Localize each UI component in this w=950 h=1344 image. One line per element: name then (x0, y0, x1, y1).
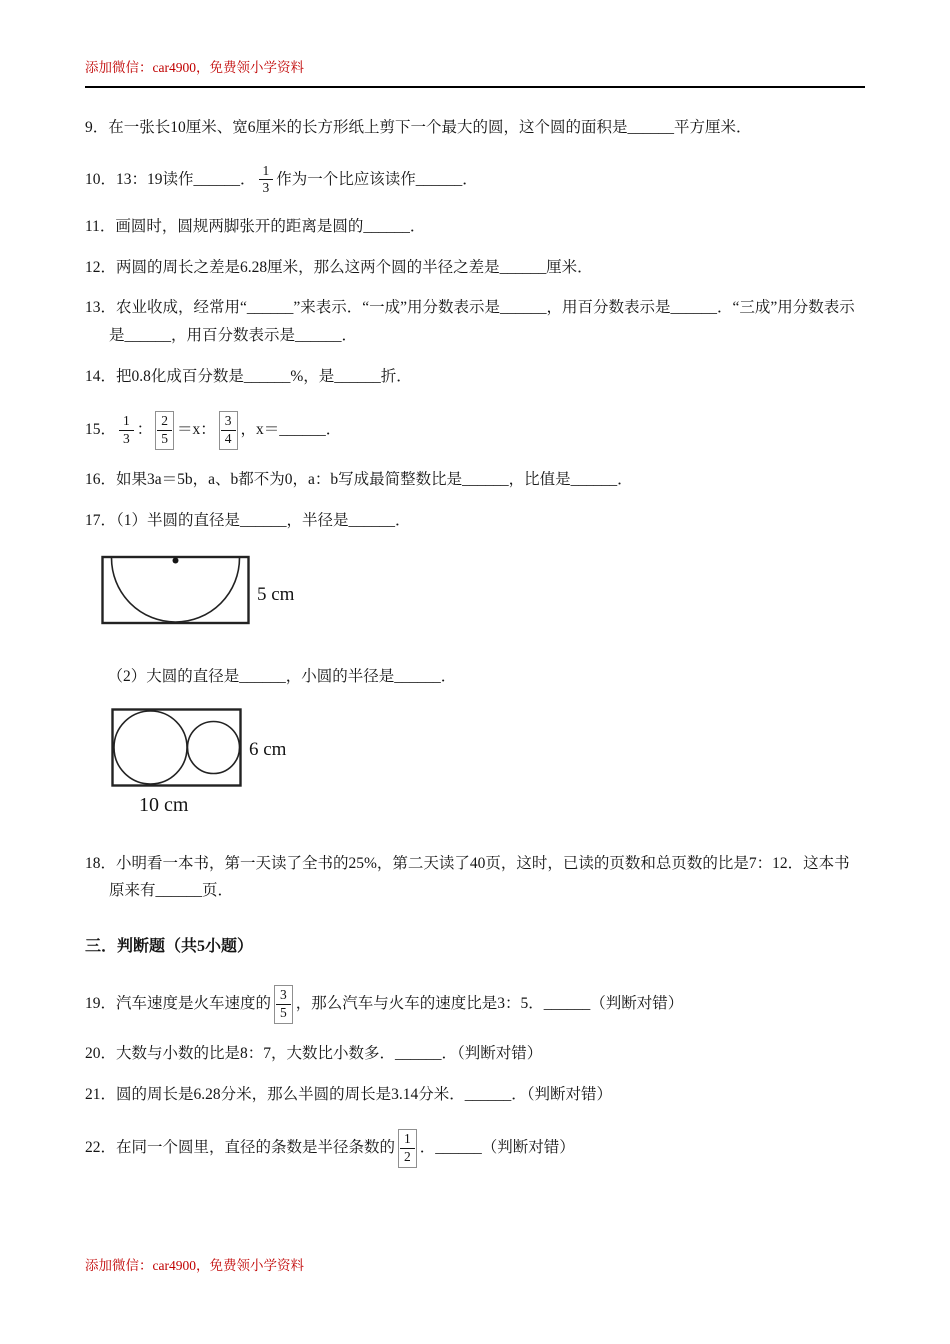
question-11 (85, 213, 865, 241)
question-text: 19．汽车速度是火车速度的 (85, 995, 272, 1013)
question-text: 作为一个比应该读作______． (276, 170, 478, 188)
question-text: 10．13：19读作______． (85, 170, 256, 188)
semicircle-figure-svg (101, 555, 341, 641)
semicircle-shape (112, 558, 240, 622)
fraction-numerator: 1 (119, 413, 134, 431)
two-circles-figure-svg (111, 708, 361, 820)
question-text: 16．如果3a＝5b，a、b都不为0，a：b写成最简整数比是______，比值是______． (85, 470, 633, 488)
question-15 (85, 411, 865, 450)
question-17-part1 (85, 507, 865, 535)
footer-note: 添加微信：car4900，免费领小学资料 (85, 1258, 304, 1273)
question-text: 14．把0.8化成百分数是______%，是______折． (85, 367, 412, 385)
question-20 (85, 1040, 865, 1068)
question-text: ．______（判断对错） (419, 1139, 575, 1157)
fraction-1-3 (259, 163, 274, 198)
question-text: 15． (85, 421, 117, 439)
two-circles-figure (111, 708, 865, 820)
question-19 (85, 985, 865, 1024)
center-dot (173, 558, 179, 564)
question-12 (85, 254, 865, 282)
fraction-numerator: 3 (276, 987, 291, 1005)
question-text: 18．小明看一本书，第一天读了全书的25%，第二天读了40页，这时，已读的页数和总页数的比是7：12．这本书原来有______页． (85, 854, 850, 900)
header-divider (85, 86, 865, 88)
fraction-numerator: 1 (400, 1131, 415, 1149)
question-text: ，x＝______． (240, 421, 342, 439)
question-10 (85, 163, 865, 198)
question-21 (85, 1081, 865, 1109)
question-text: 11．画圆时，圆规两脚张开的距离是圆的______． (85, 218, 426, 236)
question-text: ： (136, 421, 153, 439)
fraction-1-3 (119, 413, 134, 448)
section-heading-judgment: 三．判断题（共5小题） (85, 937, 254, 955)
fraction-denominator: 5 (280, 1005, 287, 1021)
question-16 (85, 466, 865, 494)
question-18 (85, 850, 865, 905)
small-circle-shape (188, 721, 240, 773)
question-text: ＝x： (177, 421, 216, 439)
figure-height-label: 6 cm (249, 738, 287, 760)
figure-width-label: 10 cm (139, 793, 189, 816)
fraction-2-5 (155, 411, 174, 450)
rectangle-shape (103, 557, 249, 623)
question-text: 12．两圆的周长之差是6.28厘米，那么这两个圆的半径之差是______厘米． (85, 258, 593, 276)
question-14 (85, 363, 865, 391)
question-22 (85, 1129, 865, 1168)
fraction-3-4 (219, 411, 238, 450)
figure-height-label: 5 cm (257, 584, 295, 606)
fraction-numerator: 2 (157, 413, 172, 431)
semicircle-figure (101, 555, 865, 641)
question-text: 21．圆的周长是6.28分米，那么半圆的周长是3.14分米．______．（判断对错） (85, 1085, 613, 1103)
question-text: 20．大数与小数的比是8：7，大数比小数多．______．（判断对错） (85, 1045, 543, 1063)
large-circle-shape (114, 711, 187, 784)
question-text: ，那么汽车与火车的速度比是3：5．______（判断对错） (295, 995, 684, 1013)
fraction-denominator: 4 (224, 431, 232, 447)
fraction-numerator: 1 (259, 163, 274, 181)
fraction-denominator: 3 (123, 431, 130, 447)
question-13 (85, 294, 865, 349)
question-text: 17．（1）半圆的直径是______，半径是______． (85, 511, 411, 529)
fraction-denominator: 2 (404, 1149, 411, 1165)
question-9 (85, 114, 865, 142)
question-text: （2）大圆的直径是______，小圆的半径是______． (107, 668, 457, 686)
fraction-denominator: 3 (262, 180, 270, 196)
question-text: 13．农业收成，经常用“______”来表示．“一成”用分数表示是______，用百分数表示是______．“三成”用分数表示是______，用百分数表示是______． (85, 299, 855, 345)
fraction-3-5 (274, 985, 293, 1024)
question-text: 9．在一张长10厘米、宽6厘米的长方形纸上剪下一个最大的圆，这个圆的面积是______平方厘米． (85, 119, 752, 136)
fraction-denominator: 5 (161, 431, 169, 447)
question-17-part2 (85, 663, 865, 691)
fraction-1-2 (398, 1129, 417, 1168)
header-note: 添加微信：car4900，免费领小学资料 (85, 60, 304, 75)
question-text: 22．在同一个圆里，直径的条数是半径条数的 (85, 1139, 396, 1157)
fraction-numerator: 3 (221, 413, 236, 431)
